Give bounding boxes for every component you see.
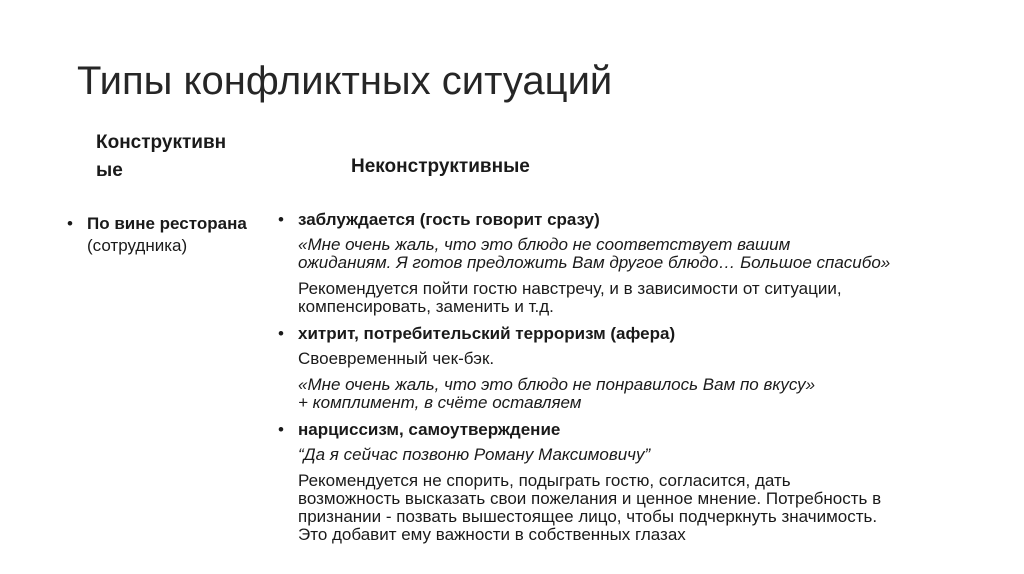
nonconstructive-list xyxy=(278,210,1018,552)
column-header-constructive: Конструктивн ые xyxy=(96,132,227,181)
list-item-normal-text: (сотрудника) xyxy=(87,236,188,255)
list-item xyxy=(278,324,1018,344)
list-item-text xyxy=(87,213,247,257)
bullet-icon: • xyxy=(278,324,284,343)
slide-title: Типы конфликтных ситуаций xyxy=(77,59,613,103)
list-item-heading: хитрит, потребительский терроризм (афера) xyxy=(298,324,676,343)
list-item-paragraph: «Мне очень жаль, что это блюдо не понравилось Вам по вкусу» + комплимент, в счёте оставляем xyxy=(298,375,816,412)
list-item-paragraph: Рекомендуется пойти гостю навстречу, и в зависимости от ситуации, компенсировать, заменить и т.д. xyxy=(298,279,842,316)
list-item-paragraph: Своевременный чек-бэк. xyxy=(298,349,495,368)
list-item-paragraph: Рекомендуется не спорить, подыграть гостю, согласится, дать возможность высказать свои пожелания и ценное мнение. Потребность в признании - позвать вышестоящее лицо, чтобы подчеркнуть значимость. Это добавит ему важности в собственных глазах xyxy=(298,471,882,544)
column-header-nonconstructive: Неконструктивные xyxy=(351,156,530,177)
list-item-bold-text: По вине ресторана xyxy=(87,214,247,233)
list-item-paragraph: “Да я сейчас позвоню Роману Максимовичу” xyxy=(298,445,651,464)
bullet-icon: • xyxy=(278,420,284,439)
bullet-icon: • xyxy=(67,214,73,233)
constructive-list xyxy=(67,213,277,257)
list-item-heading: нарциссизм, самоутверждение xyxy=(298,420,561,439)
list-item-paragraph: «Мне очень жаль, что это блюдо не соответствует вашим ожиданиям. Я готов предложить Вам другое блюдо… Большое спасибо» xyxy=(298,235,891,272)
bullet-icon: • xyxy=(278,210,284,229)
list-item xyxy=(278,420,1018,440)
list-item xyxy=(67,213,277,257)
list-item xyxy=(278,210,1018,230)
list-item-heading: заблуждается (гость говорит сразу) xyxy=(298,210,600,229)
